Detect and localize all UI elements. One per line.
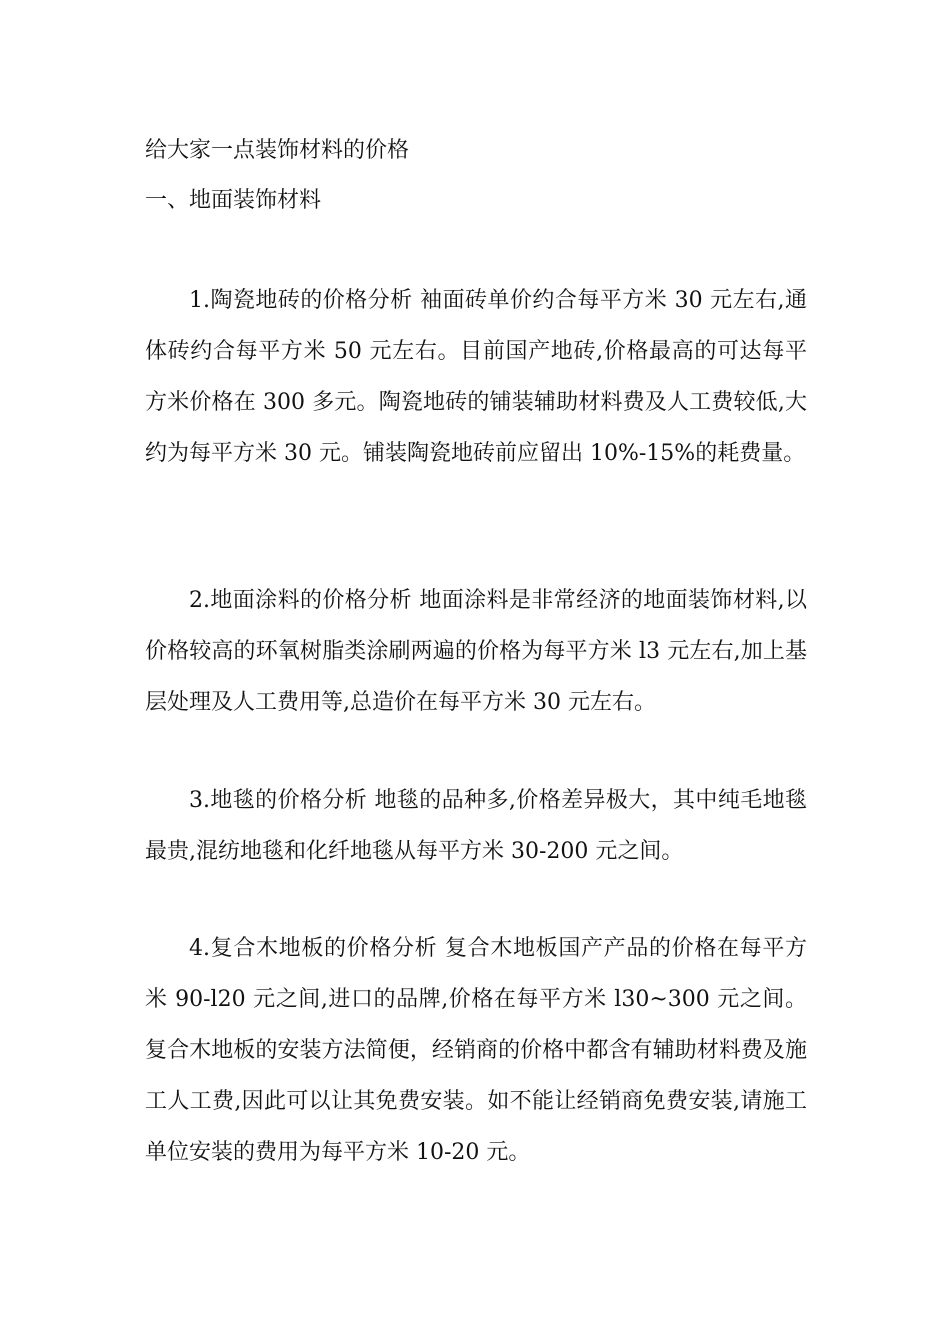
paragraph-floor-paint: 2.地面涂料的价格分析 地面涂料是非常经济的地面装饰材料,以价格较高的环氧树脂类涂刷两遍的价格为每平方米 l3 元左右,加上基层处理及人工费用等,总造价在每平方米 30 元左右。 (145, 588, 807, 715)
paragraph-laminate-flooring: 4.复合木地板的价格分析 复合木地板国产产品的价格在每平方米 90-l20 元之间,进口的品牌,价格在每平方米 l30~300 元之间。 复合木地板的安装方法简便，经销商的价格中都含有辅助材料费及施工人工费,因此可以让其免费安装。如不能让经销商免费安装,请施工单位安装的费用为每平方米 10-20 元。 (145, 936, 807, 1165)
paragraph-carpet: 3.地毯的价格分析 地毯的品种多,价格差异极大，其中纯毛地毯最贵,混纺地毯和化纤地毯从每平方米 30-200 元之间。 (145, 788, 807, 864)
document-title: 给大家一点装饰材料的价格 (145, 138, 410, 163)
section-heading: 一、地面装饰材料 (145, 188, 322, 213)
paragraph-ceramic-tile: 1.陶瓷地砖的价格分析 袖面砖单价约合每平方米 30 元左右,通体砖约合每平方米 50 元左右。目前国产地砖,价格最高的可达每平方米价格在 300 多元。陶瓷地砖的铺装辅助材料费及人工费较低,大约为每平方米 30 元。铺装陶瓷地砖前应留出 10%-15%的耗费量。 (145, 288, 807, 466)
